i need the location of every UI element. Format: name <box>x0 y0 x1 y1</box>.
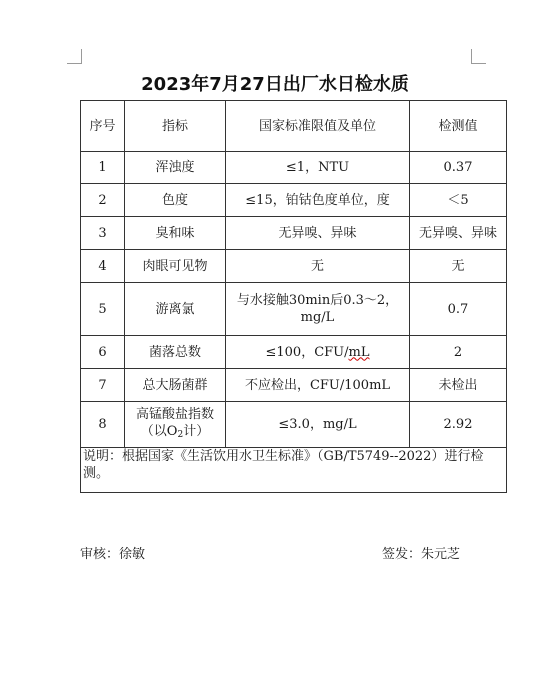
header-limit: 国家标准限值及单位 <box>226 101 410 152</box>
row-no: 6 <box>81 336 125 369</box>
row-limit: 无 <box>226 250 410 283</box>
table-row <box>81 336 507 369</box>
row-no: 8 <box>81 402 125 448</box>
row-item: 菌落总数 <box>125 336 226 369</box>
item-line2a: （以O <box>140 423 178 439</box>
row-item: 臭和味 <box>125 217 226 250</box>
row-item: 肉眼可见物 <box>125 250 226 283</box>
row-item: 色度 <box>125 184 226 217</box>
table-header-row <box>81 101 507 152</box>
row-limit: ≤1，NTU <box>226 152 410 184</box>
row-limit: 不应检出，CFU/100mL <box>226 369 410 402</box>
row-no: 2 <box>81 184 125 217</box>
item-line1: 高锰酸盐指数 <box>135 406 214 422</box>
header-value: 检测值 <box>410 101 507 152</box>
row-value: 无 <box>410 250 507 283</box>
reviewer-signature: 审核：徐敏 <box>80 547 146 562</box>
row-limit <box>226 336 410 369</box>
header-no: 序号 <box>81 101 125 152</box>
page-corner-mark-top-left <box>67 49 82 64</box>
row-no: 3 <box>81 217 125 250</box>
table-row <box>81 369 507 402</box>
row-value: 无异嗅、异味 <box>410 217 507 250</box>
note-text: 说明：根据国家《生活饮用水卫生标准》（GB/T5749--2022）进行检测。 <box>81 448 507 493</box>
row-limit: ≤3.0，mg/L <box>226 402 410 448</box>
table-row <box>81 402 507 448</box>
row-item: 总大肠菌群 <box>125 369 226 402</box>
note-row <box>81 448 507 493</box>
row-item: 浑浊度 <box>125 152 226 184</box>
table-row <box>81 152 507 184</box>
table-row <box>81 217 507 250</box>
row-limit: ≤15，铂钴色度单位，度 <box>226 184 410 217</box>
page-title: 2023年7月27日出厂水日检水质 <box>141 74 409 95</box>
limit-text: ≤100，CFU/ <box>265 344 349 360</box>
row-value: ＜5 <box>410 184 507 217</box>
table-row <box>81 250 507 283</box>
row-item <box>125 402 226 448</box>
row-limit: 与水接触30min后0.3～2，mg/L <box>226 283 410 336</box>
item-subscript: 2 <box>177 429 184 440</box>
row-no: 1 <box>81 152 125 184</box>
spellcheck-unit: mL <box>348 344 370 360</box>
row-no: 5 <box>81 283 125 336</box>
table-row <box>81 184 507 217</box>
row-value: 未检出 <box>410 369 507 402</box>
issuer-signature: 签发：朱元芝 <box>382 547 461 562</box>
row-limit: 无异嗅、异味 <box>226 217 410 250</box>
header-item: 指标 <box>125 101 226 152</box>
page-corner-mark-top-right <box>471 49 486 64</box>
row-value: 0.7 <box>410 283 507 336</box>
item-line2b: 计） <box>183 423 210 439</box>
row-value: 2.92 <box>410 402 507 448</box>
water-quality-table <box>80 100 507 493</box>
row-value: 2 <box>410 336 507 369</box>
row-no: 4 <box>81 250 125 283</box>
row-value: 0.37 <box>410 152 507 184</box>
row-item: 游离氯 <box>125 283 226 336</box>
row-no: 7 <box>81 369 125 402</box>
table-row <box>81 283 507 336</box>
